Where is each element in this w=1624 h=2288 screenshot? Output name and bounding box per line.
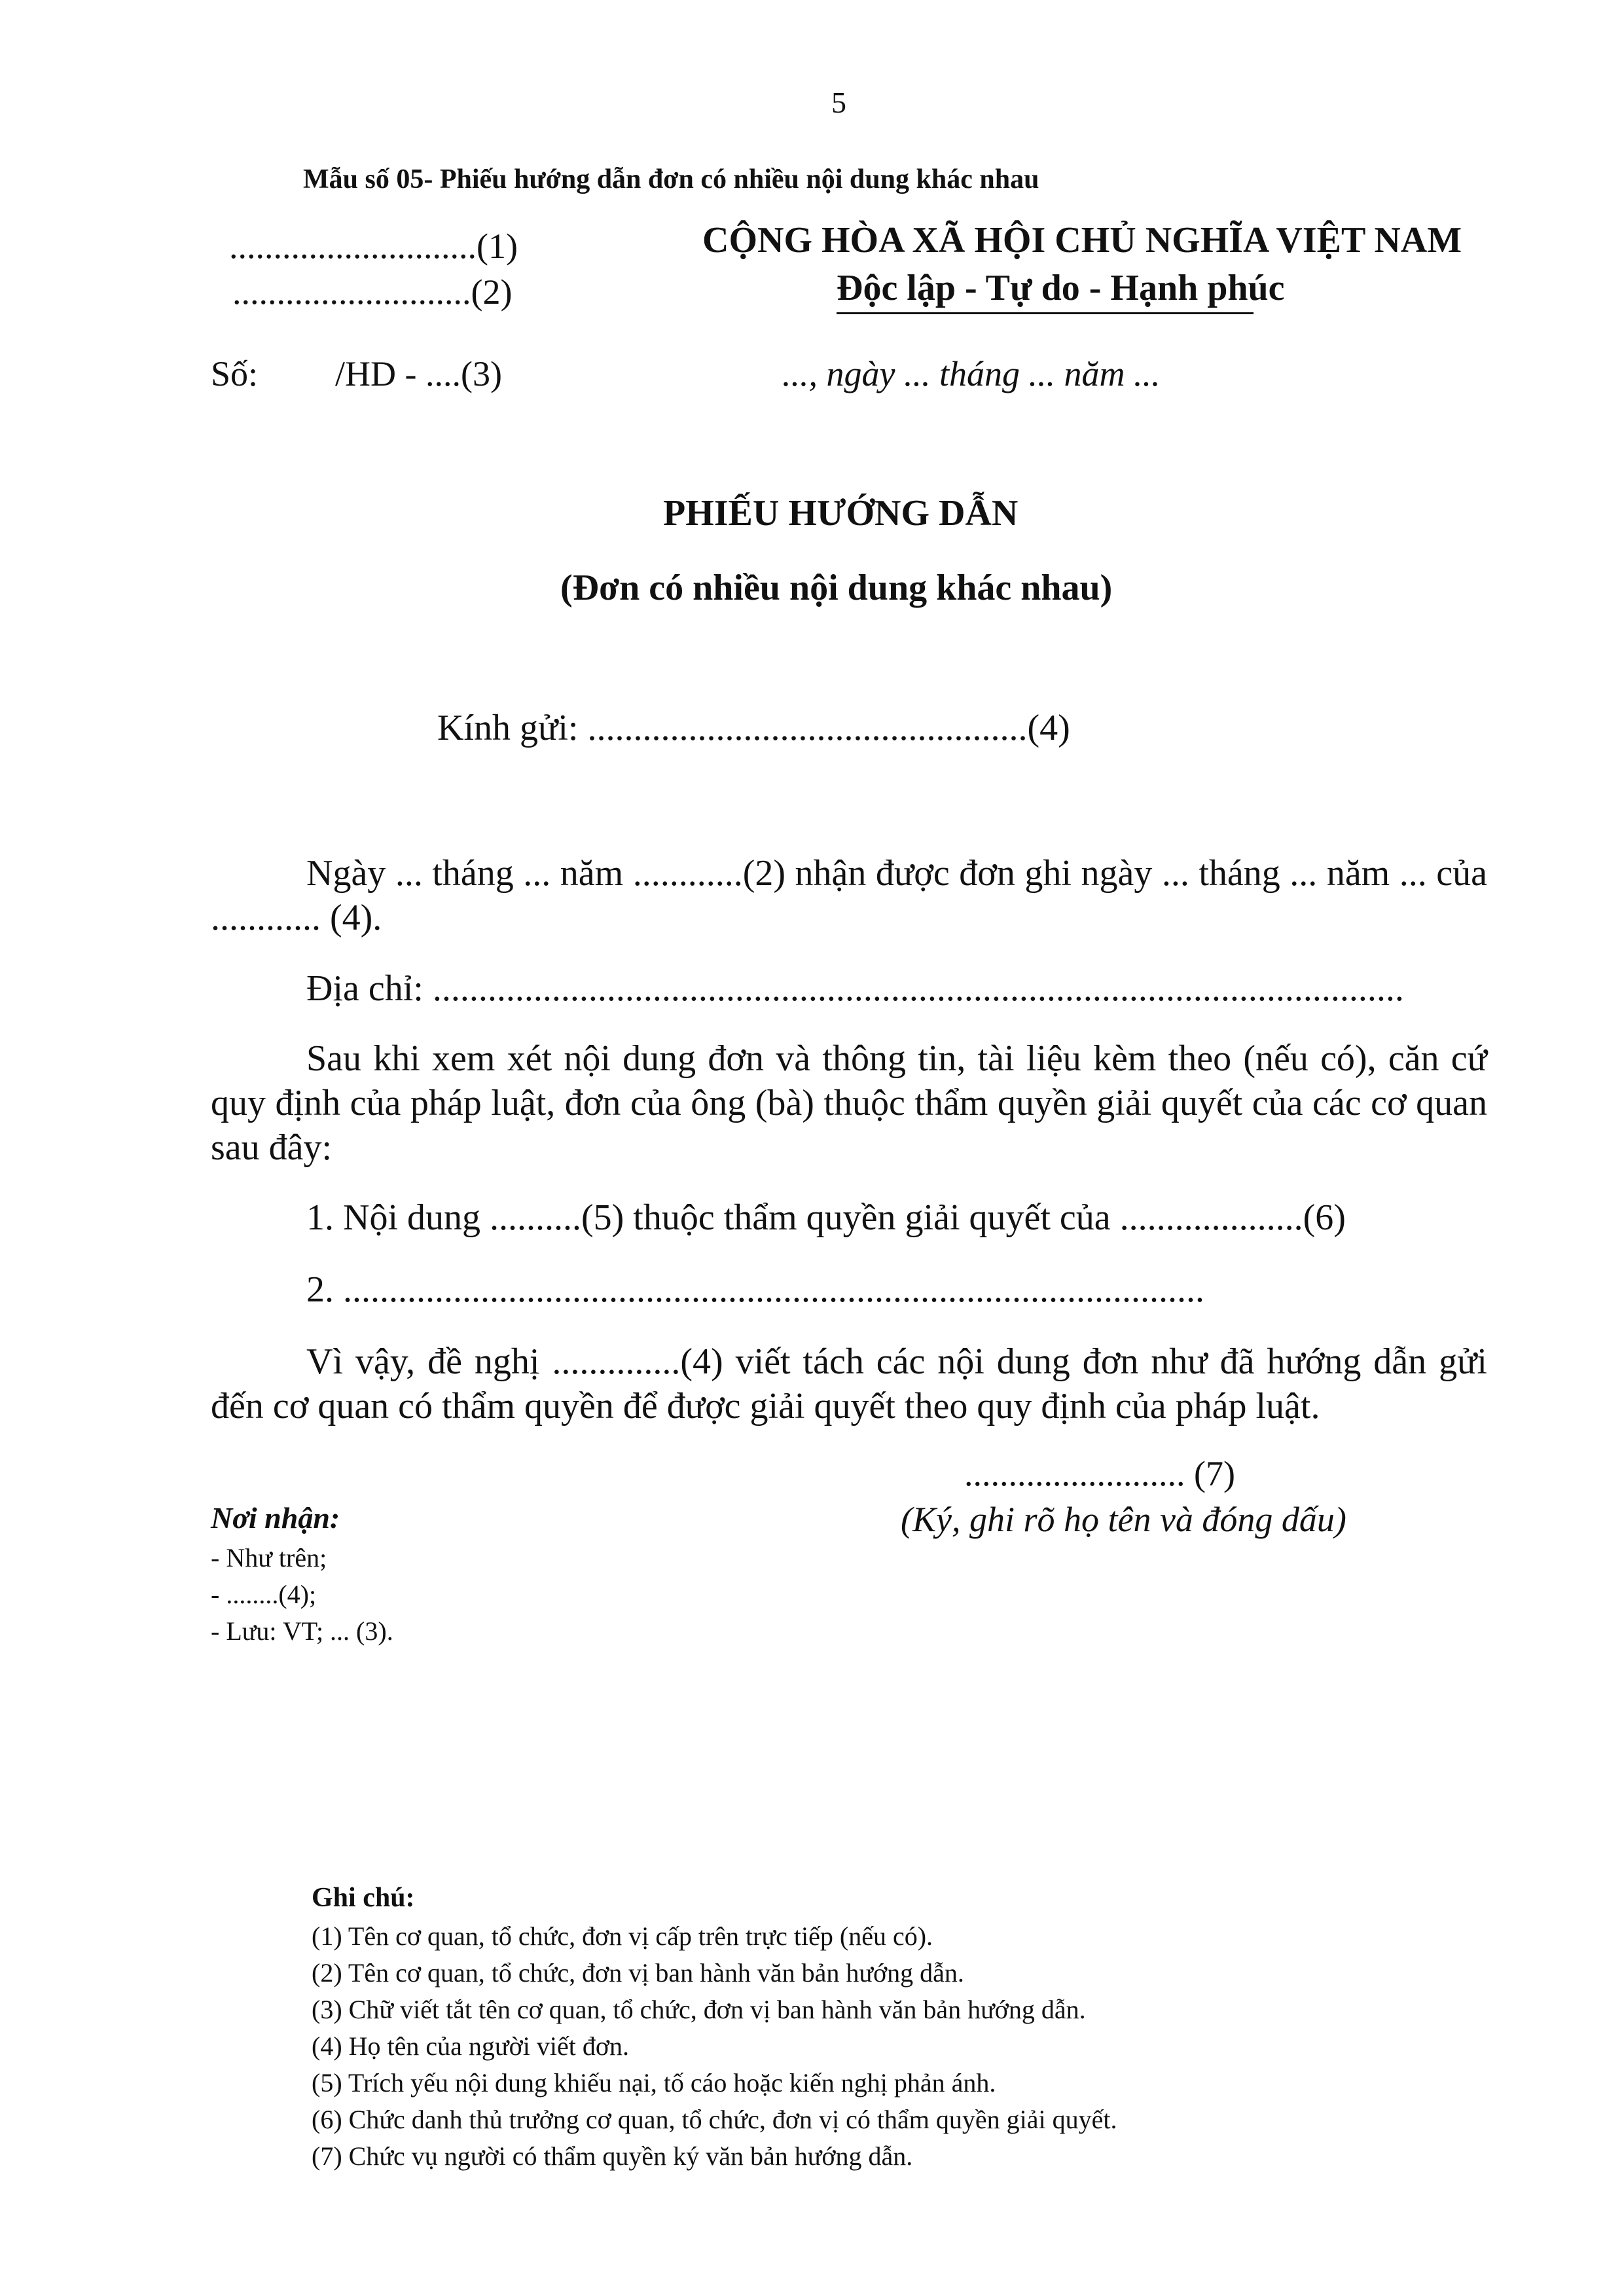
form-label: Mẫu số 05- Phiếu hướng dẫn đơn có nhiều nội dung khác nhau (303, 164, 1039, 194)
address-line: Địa chỉ: .......................................................................................................... (306, 968, 1404, 1009)
signature-instruction: (Ký, ghi rõ họ tên và đóng dấu) (901, 1500, 1346, 1539)
recipient-item: - ........(4); (211, 1580, 317, 1609)
note-item: (3) Chữ viết tắt tên cơ quan, tổ chức, đơn vị ban hành văn bản hướng dẫn. (312, 1995, 1086, 2024)
notes-list (312, 1918, 1117, 2175)
document-subtitle: (Đơn có nhiều nội dung khác nhau) (560, 568, 1113, 608)
recipients-heading: Nơi nhận: (211, 1501, 340, 1534)
document-date: ..., ngày ... tháng ... năm ... (782, 354, 1161, 393)
document-title: PHIẾU HƯỚNG DẪN (663, 493, 1019, 534)
content-item-1: 1. Nội dung ..........(5) thuộc thẩm quyền giải quyết của ....................(6) (306, 1197, 1346, 1238)
signer-title: ......................... (7) (964, 1454, 1235, 1493)
issuing-org-line: ...........................(2) (232, 272, 513, 312)
page-number: 5 (831, 86, 846, 119)
notes-heading: Ghi chú: (312, 1883, 415, 1913)
document-number (211, 354, 502, 394)
national-title: CỘNG HÒA XÃ HỘI CHỦ NGHĨA VIỆT NAM (702, 220, 1462, 261)
note-item: (2) Tên cơ quan, tổ chức, đơn vị ban hành văn bản hướng dẫn. (312, 1958, 964, 1988)
recipient-item: - Lưu: VT; ... (3). (211, 1616, 393, 1646)
note-item: (4) Họ tên của người viết đơn. (312, 2031, 629, 2061)
request-paragraph: Vì vậy, đề nghị ..............(4) viết tách các nội dung đơn như đã hướng dẫn gửi đến cơ quan có thẩm quyền để được giải quyết theo quy định của pháp luật. (211, 1341, 1487, 1426)
content-item-2: 2. .............................................................................................. (306, 1269, 1204, 1310)
recipient-item: - Như trên; (211, 1543, 327, 1572)
recipient-line: Kính gửi: ................................................(4) (437, 708, 1070, 748)
recipients-list (211, 1540, 393, 1650)
received-paragraph: Ngày ... tháng ... năm ............(2) nhận được đơn ghi ngày ... tháng ... năm ... của ............ (4). (211, 853, 1487, 938)
issuing-org-parent-line: ............................(1) (229, 227, 518, 266)
review-paragraph: Sau khi xem xét nội dung đơn và thông tin, tài liệu kèm theo (nếu có), căn cứ quy định của pháp luật, đơn của ông (bà) thuộc thẩm quyền giải quyết của các cơ quan sau đây: (211, 1038, 1487, 1168)
note-item: (1) Tên cơ quan, tổ chức, đơn vị cấp trên trực tiếp (nếu có). (312, 1921, 933, 1951)
motto-underline (837, 312, 1254, 314)
note-item: (5) Trích yếu nội dung khiếu nại, tố cáo hoặc kiến nghị phản ánh. (312, 2068, 996, 2097)
note-item: (7) Chức vụ người có thẩm quyền ký văn bản hướng dẫn. (312, 2141, 913, 2171)
document-number-label: Số: (211, 354, 259, 393)
national-motto: Độc lập - Tự do - Hạnh phúc (837, 268, 1285, 308)
note-item: (6) Chức danh thủ trưởng cơ quan, tổ chức, đơn vị có thẩm quyền giải quyết. (312, 2105, 1117, 2134)
document-number-value: /HD - ....(3) (335, 354, 502, 393)
